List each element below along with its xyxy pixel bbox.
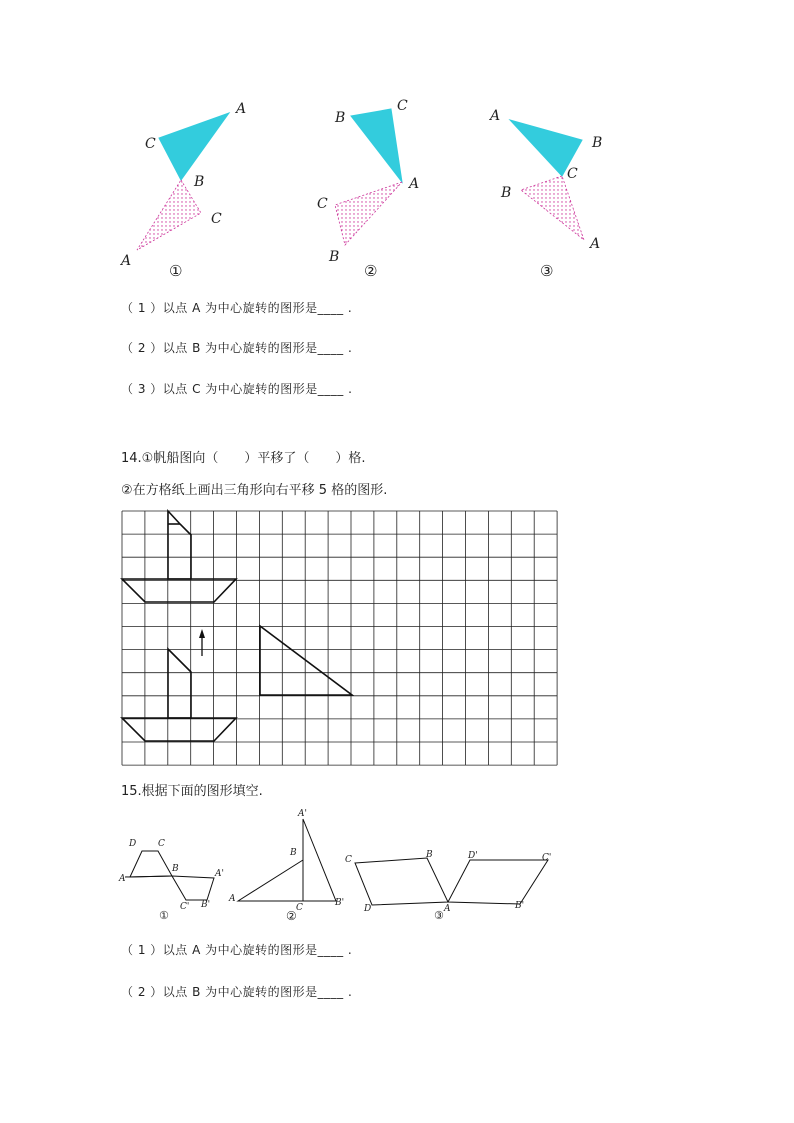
q15-f1-label-d: D (129, 839, 137, 849)
q15-f2-label-a: A (229, 894, 236, 904)
q14-line-1: 14.①帆船图向（ ）平移了（ ）格. (121, 451, 366, 466)
q15-fig1-trapezoid-rotated (172, 876, 214, 900)
fig2-label-b-top: B (335, 110, 346, 126)
q15-fig3-parallelogram-rotated (448, 860, 548, 904)
q15-fig2-small-triangle (238, 860, 303, 901)
fig1-label-b: B (194, 174, 205, 190)
q15-fig2-tall-triangle (303, 819, 336, 901)
q15-f1-label-a: A (119, 874, 126, 884)
q15-fig3-parallelogram (355, 858, 448, 905)
q15-f3-label-c: C (345, 855, 352, 865)
grid-lines (122, 511, 557, 765)
q15-f3-label-d: D (364, 904, 372, 914)
sailboat-top (122, 511, 236, 602)
fig3-label-a-bot: A (590, 236, 601, 252)
fig3-label-c: C (567, 166, 578, 182)
q15-f1-label-c-prime: C' (180, 902, 190, 912)
fig3-number: ③ (540, 262, 554, 280)
fig1-label-a-bot: A (121, 253, 132, 269)
q15-fig1-trapezoid (130, 851, 172, 877)
q15-f2-label-a-prime: A' (298, 809, 307, 819)
q15-f3-label-a: A (444, 904, 451, 914)
q15-f3-label-d-prime: D' (468, 851, 478, 861)
q15-f1-label-c: C (158, 839, 165, 849)
fig2-number: ② (364, 262, 378, 280)
fig2-label-c-bot: C (317, 196, 328, 212)
q13-line-1: （ 1 ）以点 A 为中心旋转的图形是____ . (121, 301, 353, 315)
q15-figures (0, 800, 794, 930)
q15-f2-label-c: C (296, 903, 303, 913)
q15-f2-label-b-prime: B' (335, 898, 345, 908)
q13-line-2: （ 2 ）以点 B 为中心旋转的图形是____ . (121, 341, 353, 355)
fig2-label-a: A (409, 176, 420, 192)
q14-line-2: ②在方格纸上画出三角形向右平移 5 格的图形. (121, 483, 388, 498)
fig3-label-b-bot: B (501, 185, 512, 201)
q15-f2-label-b: B (290, 848, 297, 858)
q15-title: 15.根据下面的图形填空. (121, 784, 263, 799)
fig2-label-c-top: C (397, 98, 408, 114)
fig3-label-b-top: B (592, 135, 603, 151)
q15-f1-number: ① (159, 909, 169, 922)
q15-f3-number: ③ (434, 909, 444, 922)
q15-f3-label-b-prime: B' (515, 901, 525, 911)
q15-f3-label-c-prime: C' (542, 853, 552, 863)
q15-f1-label-b: B (172, 864, 179, 874)
q15-f2-number: ② (286, 909, 297, 923)
up-arrow-icon (199, 629, 205, 656)
sailboat-bottom (122, 649, 236, 741)
grid-triangle (260, 626, 352, 695)
q15-f3-label-b: B (426, 850, 433, 860)
fig1-label-c-bot: C (211, 211, 222, 227)
fig1-number: ① (169, 262, 183, 280)
fig2-label-b-bot: B (329, 249, 340, 265)
q15-line-2: （ 2 ）以点 B 为中心旋转的图形是____ . (121, 985, 353, 999)
q15-f1-label-b-prime: B' (201, 900, 211, 910)
q13-line-3: （ 3 ）以点 C 为中心旋转的图形是____ . (121, 382, 353, 396)
fig1-label-c-top: C (145, 136, 156, 152)
fig3-label-a-top: A (490, 108, 501, 124)
fig1-label-a-top: A (236, 101, 247, 117)
q15-f1-label-a-prime: A' (215, 869, 224, 879)
q15-line-1: （ 1 ）以点 A 为中心旋转的图形是____ . (121, 943, 353, 957)
